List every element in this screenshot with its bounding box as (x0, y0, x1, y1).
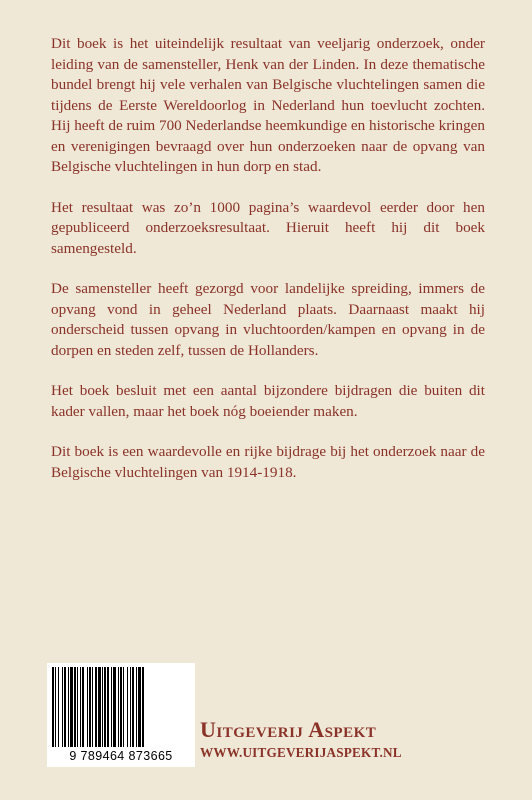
isbn-number: 9 789464 873665 (69, 749, 173, 763)
blurb-paragraph-4: Het boek besluit met een aantal bijzondere bijdragen die buiten dit kader vallen, maar het boek nóg boeiender maken. (51, 382, 485, 420)
barcode-bars (52, 667, 190, 747)
publisher-url: WWW.UITGEVERIJASPEKT.NL (200, 745, 402, 760)
blurb-paragraph-1: Dit boek is het uiteindelijk resultaat van veeljarig onderzoek, onder leiding van de samensteller, Henk van der Linden. In deze thematische bundel brengt hij vele verhalen van Belgische vluchtelingen samen die tijdens de Eerste Wereldoorlog in Nederland hun toevlucht zochten. Hij heeft de ruim 700 Nederlandse heemkundige en historische kringen en verenigingen bevraagd over hun onderzoeken naar de opvang van Belgische vluchtelingen in hun dorp en stad. (51, 35, 485, 175)
blurb-text (51, 34, 485, 503)
blurb-paragraph-5: Dit boek is een waardevolle en rijke bijdrage bij het onderzoek naar de Belgische vluchtelingen van 1914-1918. (51, 443, 485, 481)
publisher-name: Uitgeverij Aspekt (200, 717, 377, 742)
barcode (47, 663, 195, 767)
blurb-paragraph-2: Het resultaat was zo’n 1000 pagina’s waardevol eerder door hen gepubliceerd onderzoeksresultaat. Hieruit heeft hij dit boek samengesteld. (51, 198, 485, 257)
blurb-paragraph-3: De samensteller heeft gezorgd voor landelijke spreiding, immers de opvang vond in geheel Nederland plaats. Daarnaast maakt hij onderscheid tussen opvang in vluchtoorden/kampen en opvang in de dorpen en steden zelf, tussen de Hollanders. (51, 280, 485, 359)
